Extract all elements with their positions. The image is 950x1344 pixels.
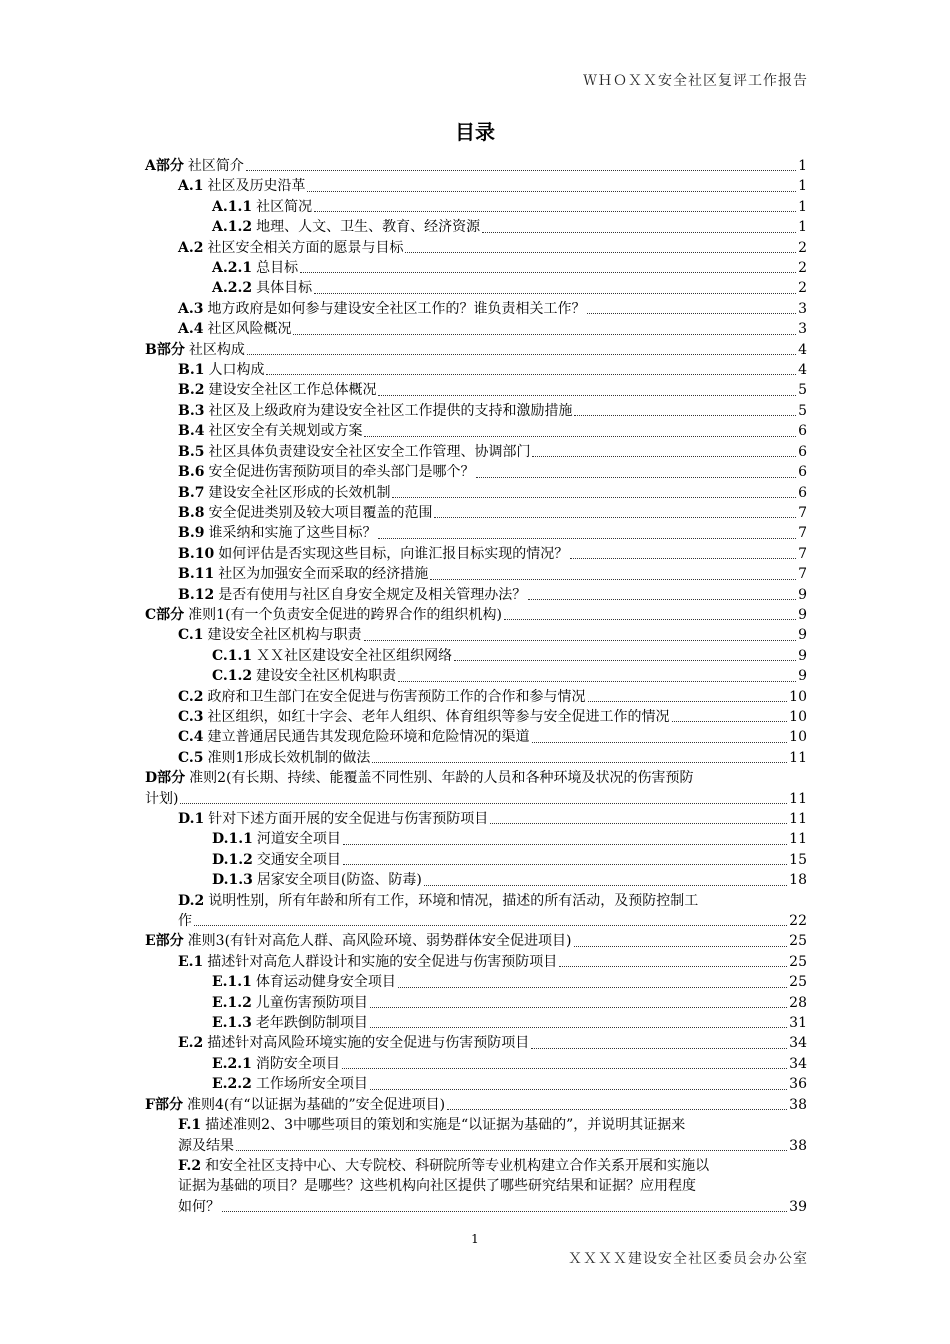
toc-page-number: 9 xyxy=(798,586,807,603)
toc-page-number: 6 xyxy=(798,423,807,440)
toc-entry-number: A.4 xyxy=(178,321,204,338)
toc-leader-dots xyxy=(504,619,796,620)
page-header: ＷＨＯＸＸ安全社区复评工作报告 xyxy=(583,73,808,89)
toc-entry-line xyxy=(178,891,807,911)
toc-entry-number: A.1.2 xyxy=(212,219,253,236)
toc-leader-dots xyxy=(314,211,796,212)
toc-entry-title: 社区构成 xyxy=(188,341,245,358)
toc-entry-number: B.1 xyxy=(178,362,205,379)
toc-leader-dots xyxy=(236,1150,787,1151)
toc-entry-number: A.2.1 xyxy=(212,260,253,277)
toc-entry-title: 准则4(有“以证据为基础的”安全促进项目) xyxy=(186,1096,446,1113)
toc-page-number: 25 xyxy=(789,933,807,950)
toc-entry-title: 儿童伤害预防项目 xyxy=(255,994,368,1011)
toc-entry-number: C.4 xyxy=(178,729,204,746)
toc-page-number: 38 xyxy=(789,1096,807,1113)
toc-entry-title: 谁采纳和实施了这些目标？ xyxy=(208,525,377,542)
toc-entry[interactable] xyxy=(145,625,807,645)
toc-entry-title: 河道安全项目 xyxy=(256,831,341,848)
toc-entry[interactable] xyxy=(145,1095,807,1115)
toc-leader-dots xyxy=(364,436,796,437)
toc-entry-number: B.5 xyxy=(178,443,205,460)
toc-leader-dots xyxy=(454,660,796,661)
toc-leader-dots xyxy=(364,640,797,641)
toc-entry-title: 和安全社区支持中心、大专院校、科研院所等专业机构建立合作关系开展和实施以 xyxy=(205,1157,710,1174)
toc-page-number: 10 xyxy=(789,708,807,725)
toc-entry[interactable] xyxy=(145,217,807,237)
toc-page-number: 2 xyxy=(798,239,807,256)
toc-leader-dots xyxy=(405,252,796,253)
toc-entry[interactable] xyxy=(145,1115,807,1156)
toc-entry-title: 准则2(有长期、持续、能覆盖不同性别、年龄的人员和各种环境及状况的伤害预防 xyxy=(189,770,694,787)
toc-entry[interactable] xyxy=(145,748,807,768)
toc-page-number: 9 xyxy=(798,647,807,664)
toc-entry-title: 如何评估是否实现这些目标，向谁汇报目标实现的情况？ xyxy=(218,545,569,562)
toc-entry-number: D.1 xyxy=(178,811,205,827)
toc-entry-number: C.1.1 xyxy=(212,647,253,664)
toc-entry-title: 描述准则2、3中哪些项目的策划和实施是“以证据为基础的”，并说明其证据来 xyxy=(205,1117,686,1134)
toc-page-number: 25 xyxy=(789,974,807,991)
toc-entry-title: 老年跌倒防制项目 xyxy=(255,1015,368,1032)
toc-entry[interactable] xyxy=(145,646,807,666)
toc-entry-title-continued: 源及结果 xyxy=(178,1137,234,1154)
toc-entry-number: C.1 xyxy=(178,627,204,644)
toc-page-number: 3 xyxy=(798,300,807,317)
toc-page-number: 5 xyxy=(798,402,807,419)
toc-entry-number: B.2 xyxy=(178,382,205,399)
toc-page-number: 6 xyxy=(798,484,807,501)
toc-leader-dots xyxy=(570,558,796,559)
toc-page-number: 22 xyxy=(789,913,807,930)
toc-entry[interactable] xyxy=(145,993,807,1013)
toc-entry-title: 准则1(有一个负责安全促进的跨界合作的组织机构) xyxy=(188,606,502,623)
toc-leader-dots xyxy=(482,232,796,233)
toc-leader-dots xyxy=(574,946,788,947)
toc-leader-dots xyxy=(447,1109,787,1110)
toc-entry-title: 是否有使用与社区自身安全规定及相关管理办法？ xyxy=(218,586,527,603)
toc-entry-number: B.6 xyxy=(178,464,205,481)
toc-leader-dots xyxy=(370,1007,787,1008)
toc-page-number: 1 xyxy=(798,198,807,215)
toc-page-number: 1 xyxy=(798,158,807,174)
toc-entry-number: F.2 xyxy=(178,1157,202,1174)
toc-leader-dots xyxy=(424,885,787,886)
toc-leader-dots xyxy=(476,477,796,478)
toc-page-number: 38 xyxy=(789,1137,807,1154)
toc-page-number: 11 xyxy=(789,811,807,827)
toc-leader-dots xyxy=(247,354,796,355)
toc-entry-number: B.7 xyxy=(178,484,205,501)
toc-entry-title: 针对下述方面开展的安全促进与伤害预防项目 xyxy=(208,811,489,827)
toc-page-number: 28 xyxy=(789,994,807,1011)
toc-entry-number: B.12 xyxy=(178,586,215,603)
toc-entry[interactable] xyxy=(145,483,807,503)
toc-entry-number: C.3 xyxy=(178,708,204,725)
toc-entry-number: D.2 xyxy=(178,892,205,909)
toc-entry-title: 描述针对高风险环境实施的安全促进与伤害预防项目 xyxy=(207,1035,530,1052)
toc-leader-dots xyxy=(307,191,796,192)
page-footer: ＸＸＸＸ建设安全社区委员会办公室 xyxy=(568,1251,808,1267)
toc-page-number: 5 xyxy=(798,382,807,399)
toc-entry[interactable] xyxy=(145,442,807,462)
toc-entry-title: 工作场所安全项目 xyxy=(255,1076,368,1093)
toc-entry[interactable] xyxy=(145,809,807,829)
toc-entry-number: A.2.2 xyxy=(212,280,253,297)
toc-entry[interactable] xyxy=(145,278,807,298)
toc-entry-number: E.1 xyxy=(178,953,204,970)
toc-leader-dots xyxy=(434,517,796,518)
toc-entry-title: 建立普通居民通告其发现危险环境和危险情况的渠道 xyxy=(207,729,530,746)
toc-entry-title: 准则1形成长效机制的做法 xyxy=(207,749,371,766)
toc-leader-dots xyxy=(528,599,796,600)
toc-entry[interactable] xyxy=(145,197,807,217)
toc-entry[interactable] xyxy=(145,1033,807,1053)
toc-entry-line xyxy=(178,1197,807,1217)
toc-page-number: 1 xyxy=(798,219,807,236)
table-of-contents xyxy=(145,156,807,1217)
toc-entry-title: 社区为加强安全而采取的经济措施 xyxy=(218,566,429,583)
toc-entry[interactable] xyxy=(145,462,807,482)
toc-entry-title: 说明性别，所有年龄和所有工作，环境和情况，描述的所有活动，及预防控制工 xyxy=(208,892,699,909)
toc-page-number: 15 xyxy=(789,851,807,868)
toc-entry[interactable] xyxy=(145,319,807,339)
toc-entry[interactable] xyxy=(145,707,807,727)
toc-page-number: 6 xyxy=(798,443,807,460)
toc-entry-number: D.1.1 xyxy=(212,831,253,848)
toc-entry-line xyxy=(178,1136,807,1156)
toc-entry-title: ＸＸ社区建设安全社区组织网络 xyxy=(256,647,453,664)
toc-page-number: 34 xyxy=(789,1035,807,1052)
toc-entry-title: 社区简况 xyxy=(256,198,313,215)
toc-leader-dots xyxy=(532,742,788,743)
toc-entry-title: 社区具体负责建设安全社区安全工作管理、协调部门 xyxy=(208,443,531,460)
toc-entry-title: 地方政府是如何参与建设安全社区工作的？谁负责相关工作？ xyxy=(207,300,586,317)
toc-entry[interactable] xyxy=(145,931,807,951)
toc-entry[interactable] xyxy=(145,1156,807,1217)
toc-page-number: 4 xyxy=(798,341,807,358)
toc-entry-title-continued: 如何？ xyxy=(178,1198,220,1215)
toc-entry[interactable] xyxy=(145,605,807,625)
toc-leader-dots xyxy=(378,395,796,396)
toc-leader-dots xyxy=(300,272,796,273)
toc-entry-number: B.9 xyxy=(178,525,205,542)
toc-leader-dots xyxy=(370,1027,787,1028)
toc-entry-title: 社区安全有关规划或方案 xyxy=(208,423,363,440)
toc-page-number: 3 xyxy=(798,321,807,338)
toc-entry-title: 具体目标 xyxy=(256,280,313,297)
toc-leader-dots xyxy=(194,925,787,926)
toc-page-number: 10 xyxy=(789,688,807,705)
toc-leader-dots xyxy=(180,803,787,804)
toc-entry[interactable] xyxy=(145,666,807,686)
page-number: 1 xyxy=(471,1232,479,1246)
toc-entry-number: F.1 xyxy=(178,1117,202,1134)
toc-leader-dots xyxy=(246,170,796,171)
toc-leader-dots xyxy=(588,701,788,702)
toc-entry-number: A部分 xyxy=(145,158,184,174)
toc-entry[interactable] xyxy=(145,503,807,523)
toc-entry-number: E.2.1 xyxy=(212,1055,252,1072)
toc-entry-title: 社区风险概况 xyxy=(207,321,292,338)
toc-entry[interactable] xyxy=(145,952,807,972)
toc-entry[interactable] xyxy=(145,258,807,278)
toc-leader-dots xyxy=(490,823,787,824)
toc-leader-dots xyxy=(574,415,796,416)
toc-entry-title: 建设安全社区机构职责 xyxy=(256,668,397,685)
toc-entry-number: E.1.3 xyxy=(212,1015,252,1032)
toc-leader-dots xyxy=(266,374,796,375)
toc-entry-number: D.1.3 xyxy=(212,872,253,889)
toc-leader-dots xyxy=(672,721,788,722)
toc-entry-title: 政府和卫生部门在安全促进与伤害预防工作的合作和参与情况 xyxy=(207,688,586,705)
toc-entry-title: 地理、人文、卫生、教育、经济资源 xyxy=(256,219,481,236)
toc-leader-dots xyxy=(531,1048,787,1049)
toc-entry[interactable] xyxy=(145,585,807,605)
toc-entry-title-continued: 证据为基础的项目？是哪些？这些机构向社区提供了哪些研究结果和证据？应用程度 xyxy=(178,1178,696,1195)
toc-entry-title: 社区及上级政府为建设安全社区工作提供的支持和激励措施 xyxy=(208,402,573,419)
toc-leader-dots xyxy=(398,681,796,682)
toc-entry-number: E.1.1 xyxy=(212,974,252,991)
toc-leader-dots xyxy=(559,966,787,967)
toc-page-number: 7 xyxy=(798,525,807,542)
toc-entry-number: C部分 xyxy=(145,606,185,623)
toc-entry-title: 安全促进类别及较大项目覆盖的范围 xyxy=(208,504,433,521)
toc-page-number: 7 xyxy=(798,504,807,521)
toc-entry[interactable] xyxy=(145,972,807,992)
toc-leader-dots xyxy=(587,313,796,314)
toc-entry-number: C.5 xyxy=(178,749,204,766)
toc-entry[interactable] xyxy=(145,238,807,258)
toc-entry-title: 交通安全项目 xyxy=(256,851,341,868)
toc-entry-number: A.3 xyxy=(178,300,204,317)
toc-page-number: 31 xyxy=(789,1015,807,1032)
toc-entry[interactable] xyxy=(145,870,807,890)
page-title: 目录 xyxy=(455,120,495,144)
toc-page-number: 39 xyxy=(789,1198,807,1215)
toc-page-number: 34 xyxy=(789,1055,807,1072)
toc-entry[interactable] xyxy=(145,1054,807,1074)
toc-entry[interactable] xyxy=(145,340,807,360)
toc-entry-number: B.10 xyxy=(178,545,215,562)
toc-entry-number: B.11 xyxy=(178,566,215,583)
toc-entry-title: 社区组织，如红十字会、老年人组织、体育组织等参与安全促进工作的情况 xyxy=(207,708,670,725)
toc-leader-dots xyxy=(293,334,796,335)
toc-entry[interactable] xyxy=(145,523,807,543)
toc-entry-line xyxy=(178,911,807,931)
toc-entry-title: 体育运动健身安全项目 xyxy=(255,974,396,991)
toc-entry-number: D部分 xyxy=(145,770,186,787)
toc-leader-dots xyxy=(314,293,796,294)
toc-entry-title: 消防安全项目 xyxy=(255,1055,340,1072)
toc-entry-title: 社区安全相关方面的愿景与目标 xyxy=(207,239,404,256)
toc-entry[interactable] xyxy=(145,850,807,870)
toc-page-number: 6 xyxy=(798,464,807,481)
toc-page-number: 9 xyxy=(798,606,807,623)
toc-entry[interactable] xyxy=(145,544,807,564)
toc-page-number: 11 xyxy=(789,749,807,766)
toc-entry[interactable] xyxy=(145,768,807,809)
toc-entry-line xyxy=(178,1156,807,1176)
toc-entry[interactable] xyxy=(145,299,807,319)
toc-page-number: 10 xyxy=(789,729,807,746)
toc-page-number: 9 xyxy=(798,627,807,644)
toc-page-number: 1 xyxy=(798,178,807,195)
toc-leader-dots xyxy=(222,1211,787,1212)
toc-page-number: 11 xyxy=(789,790,807,807)
toc-entry-title: 描述针对高危人群设计和实施的安全促进与伤害预防项目 xyxy=(207,953,558,970)
toc-entry-title: 人口构成 xyxy=(208,362,265,379)
toc-entry-number: A.2 xyxy=(178,239,204,256)
toc-entry-title: 建设安全社区机构与职责 xyxy=(207,627,362,644)
toc-entry-number: B.8 xyxy=(178,504,205,521)
toc-entry[interactable] xyxy=(145,829,807,849)
toc-entry[interactable] xyxy=(145,727,807,747)
toc-entry[interactable] xyxy=(145,1074,807,1094)
toc-page-number: 7 xyxy=(798,545,807,562)
toc-entry-number: B.4 xyxy=(178,423,205,440)
toc-entry[interactable] xyxy=(145,891,807,932)
toc-entry[interactable] xyxy=(145,360,807,380)
toc-entry[interactable] xyxy=(145,564,807,584)
toc-leader-dots xyxy=(342,1068,787,1069)
toc-page-number: 9 xyxy=(798,668,807,685)
toc-leader-dots xyxy=(392,497,796,498)
toc-entry[interactable] xyxy=(145,1013,807,1033)
toc-entry-number: A.1 xyxy=(178,178,204,195)
toc-entry-number: B部分 xyxy=(145,341,185,358)
toc-entry-title: 社区及历史沿革 xyxy=(207,178,306,195)
toc-entry-line xyxy=(145,768,807,788)
toc-entry-number: C.2 xyxy=(178,688,204,705)
toc-entry-line xyxy=(178,1176,807,1196)
toc-entry-title: 建设安全社区形成的长效机制 xyxy=(208,484,391,501)
toc-entry-title: 居家安全项目(防盗、防毒) xyxy=(256,872,422,889)
toc-entry[interactable] xyxy=(145,176,807,196)
toc-entry-title: 社区简介 xyxy=(187,158,244,174)
toc-entry-number: E.1.2 xyxy=(212,994,252,1011)
toc-entry[interactable] xyxy=(145,401,807,421)
toc-entry-title-continued: 作 xyxy=(178,913,192,930)
toc-leader-dots xyxy=(378,538,796,539)
toc-entry-line xyxy=(145,789,807,809)
toc-entry-number: F部分 xyxy=(145,1096,183,1113)
toc-entry-title: 准则3(有针对高危人群、高风险环境、弱势群体安全促进项目) xyxy=(187,933,572,950)
toc-entry-line xyxy=(178,1115,807,1135)
toc-entry-number: E.2.2 xyxy=(212,1076,252,1093)
toc-page-number: 36 xyxy=(789,1076,807,1093)
toc-entry-number: B.3 xyxy=(178,402,205,419)
toc-entry-number: E.2 xyxy=(178,1035,204,1052)
toc-leader-dots xyxy=(370,1089,787,1090)
toc-page-number: 7 xyxy=(798,566,807,583)
toc-entry-title: 安全促进伤害预防项目的牵头部门是哪个？ xyxy=(208,464,475,481)
toc-entry[interactable] xyxy=(145,156,807,176)
toc-entry-number: A.1.1 xyxy=(212,198,253,215)
toc-entry-number: D.1.2 xyxy=(212,851,253,868)
toc-page-number: 2 xyxy=(798,280,807,297)
toc-entry-title-continued: 计划) xyxy=(145,790,179,807)
toc-entry-title: 建设安全社区工作总体概况 xyxy=(208,382,377,399)
toc-leader-dots xyxy=(372,762,787,763)
toc-page-number: 2 xyxy=(798,260,807,277)
toc-entry[interactable] xyxy=(145,687,807,707)
toc-entry[interactable] xyxy=(145,421,807,441)
toc-page-number: 11 xyxy=(789,831,807,848)
toc-entry[interactable] xyxy=(145,380,807,400)
toc-page-number: 18 xyxy=(789,872,807,889)
toc-entry-title: 总目标 xyxy=(256,260,299,277)
toc-page-number: 4 xyxy=(798,362,807,379)
toc-leader-dots xyxy=(532,456,796,457)
toc-leader-dots xyxy=(398,987,787,988)
toc-entry-number: E部分 xyxy=(145,933,184,950)
toc-leader-dots xyxy=(343,844,787,845)
toc-leader-dots xyxy=(430,579,796,580)
toc-entry-number: C.1.2 xyxy=(212,668,253,685)
toc-leader-dots xyxy=(343,864,787,865)
toc-page-number: 25 xyxy=(789,953,807,970)
